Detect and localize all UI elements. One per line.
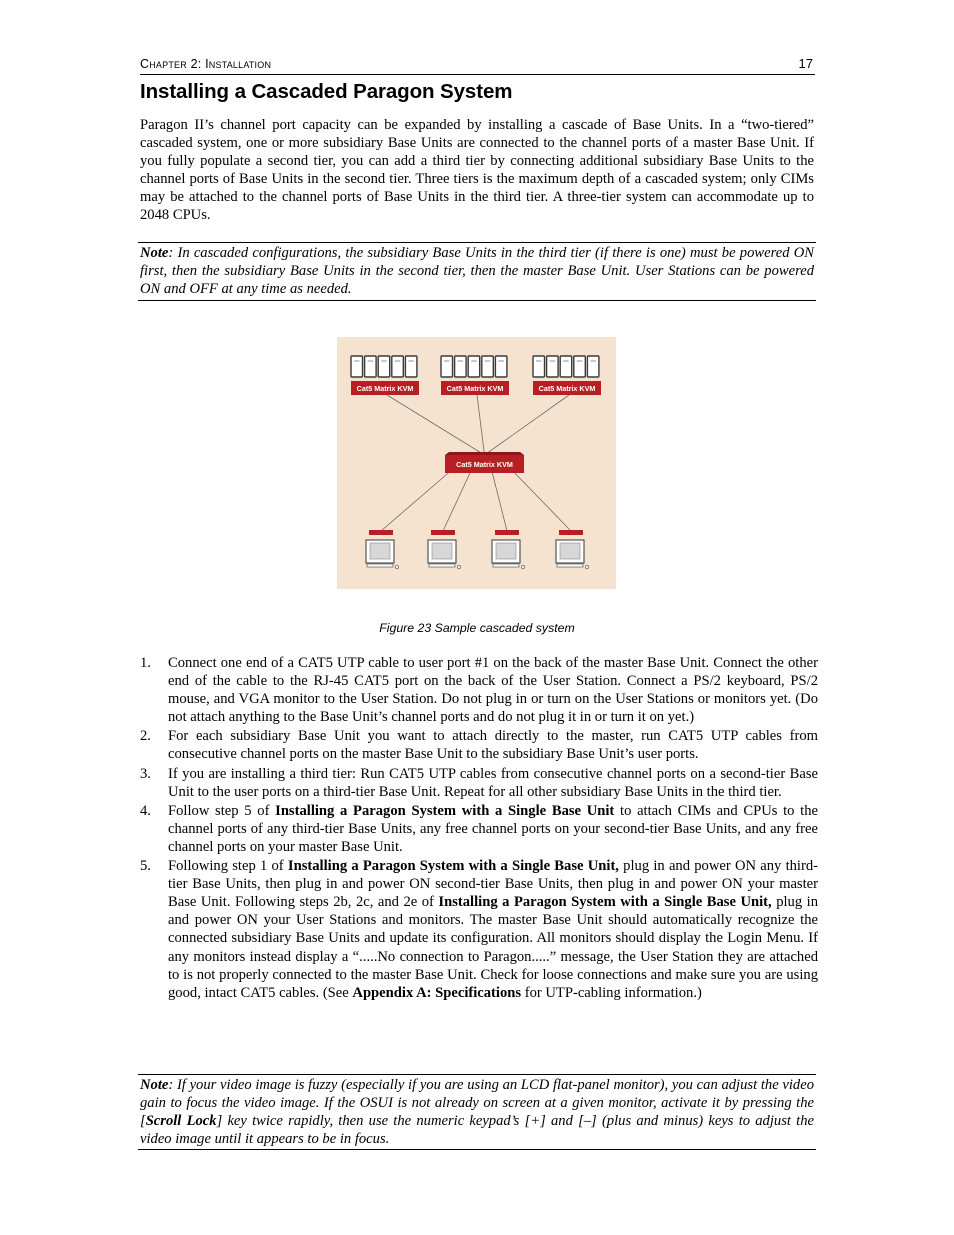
- step-number: 1.: [140, 655, 151, 671]
- cable-line: [387, 395, 485, 455]
- cpu-tower-icon: [455, 356, 467, 377]
- cpu-tower-icon: [378, 356, 390, 377]
- step-text: [168, 728, 818, 762]
- cpu-tower-icon: [495, 356, 507, 377]
- cable-line: [485, 395, 570, 455]
- step-number: 2.: [140, 728, 151, 745]
- text-run: For each subsidiary Base Unit you want to attach directly to the master, run CAT5 UTP cables from consecutive channel ports on the master Base Unit to the subsidiary Base Unit’s user ports.: [168, 728, 818, 763]
- installation-steps: [140, 654, 818, 1003]
- list-item: [140, 727, 818, 763]
- keyboard-icon: [493, 564, 519, 567]
- keyboard-icon: [557, 564, 583, 567]
- intro-paragraph: Paragon II’s channel port capacity can be expanded by installing a cascade of Base Units. In a “two-tiered” cascaded system, one or more subsidiary Base Units are connected to the channel ports of a master Base Unit. If you fully populate a second tier, you can add a third tier by connecting additional subsidiary Base Units to the channel ports of Base Units in the second tier. Three tiers is the maximum depth of a cascaded system; only CIMs may be attached to the channel ports of Base Units in the third tier. A three-tier system can accommodate up to 2048 CPUs.: [140, 117, 814, 223]
- chapter-title: Chapter 2: Installation: [140, 57, 272, 71]
- step-text: [168, 655, 818, 725]
- video-focus-note: [138, 1074, 816, 1150]
- cpu-tower-icon: [441, 356, 453, 377]
- cable-line: [443, 473, 470, 531]
- cpu-tower-icon: [574, 356, 586, 377]
- list-item: [140, 765, 818, 801]
- running-header: [140, 56, 815, 75]
- bold-text: Installing a Paragon System with a Single Base Unit,: [438, 894, 772, 911]
- master-unit-top: [445, 452, 524, 455]
- monitor-screen: [560, 543, 580, 559]
- keyboard-icon: [367, 564, 393, 567]
- user-station-unit: [431, 530, 455, 535]
- page-number: 17: [798, 56, 813, 71]
- base-unit-label: Cat5 Matrix KVM: [446, 384, 504, 393]
- mouse-icon: [395, 565, 398, 568]
- mouse-icon: [585, 565, 588, 568]
- step-number: 5.: [140, 858, 151, 875]
- note-text: [138, 243, 816, 298]
- note-text: [138, 1075, 816, 1148]
- mouse-icon: [457, 565, 460, 568]
- note-label: Note: [140, 245, 169, 261]
- text-run: Following step 1 of: [168, 858, 288, 875]
- cpu-tower-icon: [351, 356, 363, 377]
- section-title: Installing a Cascaded Paragon System: [140, 80, 513, 103]
- cpu-tower-icon: [547, 356, 559, 377]
- text-run: : If your video image is fuzzy (especially if you are using an LCD flat-panel monitor), you can adjust the video gain to focus the video image. If the OSUI is not already on screen at a given monitor, activate it by pressing the [: [140, 1077, 814, 1129]
- mouse-icon: [521, 565, 524, 568]
- text-run: for UTP-cabling information.): [521, 984, 702, 1001]
- master-unit-label: Cat5 Matrix KVM: [456, 460, 513, 469]
- bold-text: Installing a Paragon System with a Single Base Unit: [275, 802, 615, 819]
- user-station-unit: [559, 530, 583, 535]
- text-run: to attach CIMs and CPUs to the channel ports of any third-tier Base Units, any free channel ports on your second-tier Base Units, and any free channel ports on your master Base Unit.: [168, 802, 818, 855]
- cpu-tower-icon: [560, 356, 572, 377]
- power-on-note: [138, 242, 816, 301]
- text-run: plug in and power ON any third-tier Base Units, then plug in and power ON second-tier Base Units, then plug in and power ON your master Base Unit. Following steps 2b, 2c, and 2e of: [168, 858, 818, 911]
- user-station-unit: [495, 530, 519, 535]
- cascaded-system-diagram: [337, 337, 616, 589]
- base-unit-label: Cat5 Matrix KVM: [356, 384, 414, 393]
- list-item: [140, 802, 818, 856]
- monitor-screen: [370, 543, 390, 559]
- step-text: [168, 803, 818, 855]
- diagram-svg: [337, 337, 616, 589]
- bold-text: Note: [140, 1077, 169, 1093]
- text-run: plug in and power ON your User Stations and monitors. The master Base Unit should automatically recognize the connected subsidiary Base Units and update its configuration. All monitors should display the Login Menu. If any monitors instead display a “.....No connection to Paragon.....” message, the User Station they are attached to is not properly connected to the master Base Unit. Check for loose connections and make sure you are using good, intact CAT5 cables. (See: [168, 894, 819, 1001]
- cpu-tower-icon: [587, 356, 599, 377]
- monitor-screen: [432, 543, 452, 559]
- bold-text: Installing a Paragon System with a Single Base Unit,: [287, 858, 619, 875]
- keyboard-icon: [429, 564, 455, 567]
- text-run: If you are installing a third tier: Run CAT5 UTP cables from consecutive channel ports on a second-tier Base Unit to the user ports on a third-tier Base Unit. Repeat for all other subsidiary Base Units in the third tier.: [168, 765, 818, 800]
- list-item: [140, 857, 818, 1002]
- monitor-screen: [496, 543, 516, 559]
- cable-line: [492, 473, 507, 531]
- cpu-tower-icon: [482, 356, 494, 377]
- user-station-unit: [369, 530, 393, 535]
- cable-line: [381, 473, 448, 531]
- cable-line: [515, 473, 571, 531]
- cpu-tower-icon: [365, 356, 377, 377]
- base-unit-label: Cat5 Matrix KVM: [538, 384, 596, 393]
- text-run: ] key twice rapidly, then use the numeric keypad’s [+] and [–] (plus and minus) keys to adjust the video image until it appears to be in focus.: [140, 1113, 814, 1147]
- cable-line: [477, 395, 485, 455]
- text-run: Connect one end of a CAT5 UTP cable to user port #1 on the back of the master Base Unit. Connect the other end of the cable to the RJ-45 CAT5 port on the back of the User Station. Connect a PS/2 keyboard, PS/2 mouse, and VGA monitor to the User Station. Do not plug in or turn on the User Stations or monitors yet. (Do not attach anything to the Base Unit’s channel ports and do not plug it in or turn it on yet.): [168, 655, 818, 726]
- list-item: [140, 654, 818, 726]
- cpu-tower-icon: [392, 356, 404, 377]
- step-number: 4.: [140, 802, 151, 819]
- bold-text: Appendix A: Specifications: [352, 984, 522, 1001]
- step-text: [168, 766, 818, 800]
- text-run: Follow step 5 of: [168, 802, 276, 819]
- cpu-tower-icon: [468, 356, 480, 377]
- cpu-tower-icon: [405, 356, 417, 377]
- cpu-tower-icon: [533, 356, 545, 377]
- note-body: : In cascaded configurations, the subsidiary Base Units in the third tier (if there is one) must be powered ON first, then the subsidiary Base Units in the second tier, then the master Base Unit. User Stations can be powered ON and OFF at any time as needed.: [140, 245, 814, 297]
- figure-caption: Figure 23 Sample cascaded system: [379, 621, 575, 635]
- step-number: 3.: [140, 765, 151, 782]
- bold-text: Scroll Lock: [145, 1113, 217, 1129]
- step-text: [168, 858, 818, 1001]
